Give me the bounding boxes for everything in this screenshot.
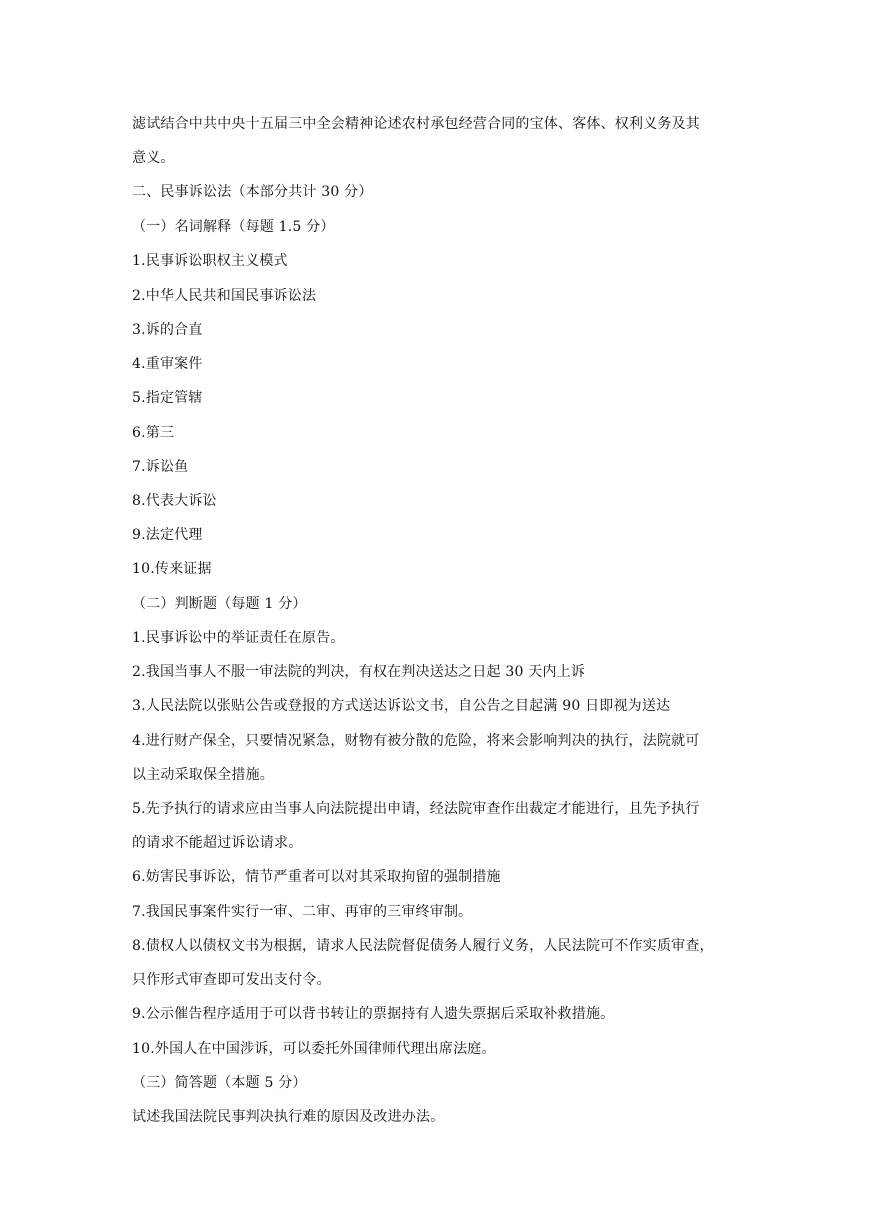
- term-item: 5.指定管辖: [132, 390, 203, 406]
- judgment-item-continued: 以主动采取保全措施。: [132, 767, 274, 783]
- term-item: 3.诉的合直: [132, 322, 203, 338]
- term-item: 8.代表大诉讼: [132, 493, 217, 509]
- term-item: 2.中华人民共和国民事诉讼法: [132, 288, 317, 304]
- term-item: 10.传来证据: [132, 561, 212, 577]
- judgment-item: 5.先予执行的请求应由当事人向法院提出申请，经法院审查作出裁定才能进行，且先予执行: [132, 801, 700, 817]
- term-item: 6.第三: [132, 425, 175, 441]
- judgment-item-continued: 只作形式审查即可发出支付令。: [132, 972, 331, 988]
- essay-question-line-2: 意义。: [132, 150, 175, 166]
- essay-question-line-1: 滤试结合中共中央十五届三中全会精神论述农村承包经营合同的宝体、客体、权利义务及其: [132, 116, 700, 132]
- judgment-item: 10.外国人在中国涉诉，可以委托外国律师代理出席法庭。: [132, 1041, 496, 1057]
- judgment-item: 3.人民法院以张贴公告或登报的方式送达诉讼文书，自公告之目起满 90 日即视为送达: [132, 698, 671, 714]
- judgment-item: 2.我国当事人不服一审法院的判决，有权在判决送达之日起 30 天内上诉: [132, 664, 586, 680]
- short-answer-question: 试述我国法院民事判决执行难的原因及改进办法。: [132, 1109, 445, 1125]
- term-item: 4.重审案件: [132, 356, 203, 372]
- judgment-item: 9.公示催告程序适用于可以背书转让的票据持有人遗失票据后采取补救措施。: [132, 1006, 615, 1022]
- subsection-heading-terms: （一）名词解释（每题 1.5 分）: [132, 219, 335, 235]
- judgment-item: 4.进行财产保全，只要情况紧急，财物有被分散的危险，将来会影响判决的执行，法院就可: [132, 733, 700, 749]
- judgment-item: 8.债权人以债权文书为根据，请求人民法院督促债务人履行义务，人民法院可不作实质审查，: [132, 938, 714, 954]
- subsection-heading-short-answer: （三）简答题（本题 5 分）: [132, 1075, 307, 1091]
- judgment-item-continued: 的请求不能超过诉讼请求。: [132, 835, 303, 851]
- subsection-heading-judgments: （二）判断题（每题 1 分）: [132, 596, 307, 612]
- judgment-item: 6.妨害民事诉讼，情节严重者可以对其采取拘留的强制措施: [132, 869, 501, 885]
- section-heading-civil-procedure: 二、民事诉讼法（本部分共计 30 分）: [132, 184, 373, 200]
- judgment-item: 1.民事诉讼中的举证责任在原告。: [132, 630, 345, 646]
- judgment-item: 7.我国民事案件实行一审、二审、再审的三审终审制。: [132, 904, 473, 920]
- term-item: 1.民事诉讼职权主义模式: [132, 253, 288, 269]
- term-item: 7.诉讼鱼: [132, 459, 189, 475]
- term-item: 9.法定代理: [132, 527, 203, 543]
